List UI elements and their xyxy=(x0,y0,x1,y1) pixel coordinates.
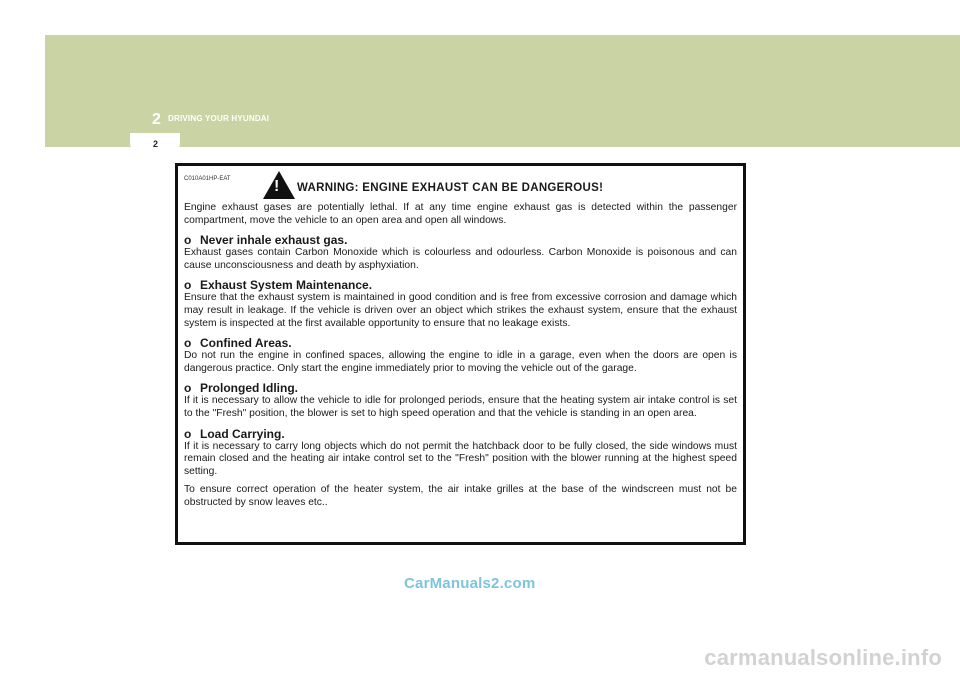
section-never-inhale xyxy=(184,233,737,272)
bullet-icon: o xyxy=(184,233,192,248)
page-number: 2 xyxy=(153,139,159,149)
bullet-icon: o xyxy=(184,381,192,396)
document-code: C010A01HP-EAT xyxy=(184,176,231,182)
section-heading: o Confined Areas. xyxy=(184,336,292,351)
section-body: Do not run the engine in confined spaces, allowing the engine to idle in a garage, even when the doors are open is dangerous practice. Only start the engine immediately prior to moving the vehicle out of the garage. xyxy=(184,350,737,374)
bullet-icon: o xyxy=(184,278,192,293)
section-exhaust-maintenance xyxy=(184,278,737,330)
chapter-title: DRIVING YOUR HYUNDAI xyxy=(168,114,270,123)
section-prolonged-idling xyxy=(184,381,737,420)
bullet-icon: o xyxy=(184,336,192,351)
section-confined-areas xyxy=(184,336,737,375)
warning-header xyxy=(184,172,737,202)
section-body: If it is necessary to carry long objects which do not permit the hatchback door to be fully closed, the side windows must remain closed and the heating air intake control set to the "Fresh" position with the blower running at the highest speed setting. xyxy=(184,440,737,477)
warning-closing: To ensure correct operation of the heater system, the air intake grilles at the base of the windscreen must not be obstructed by snow leaves etc.. xyxy=(184,484,737,508)
warning-title: WARNING: ENGINE EXHAUST CAN BE DANGEROUS! xyxy=(297,182,604,194)
section-body: Ensure that the exhaust system is maintained in good condition and is free from excessive corrosion and damage which may result in leakage. If the vehicle is driven over an object which strikes the exhaust system, ensure that the exhaust system is inspected at the first available opportunity to ensure that no leakage exists. xyxy=(184,292,737,329)
section-heading: o Never inhale exhaust gas. xyxy=(184,233,348,248)
section-body: Exhaust gases contain Carbon Monoxide which is colourless and odourless. Carbon Monoxide is poisonous and can cause unconsciousness and death by asphyxiation. xyxy=(184,247,737,271)
warning-intro: Engine exhaust gases are potentially lethal. If at any time engine exhaust gas is detected within the passenger compartment, move the vehicle to an open area and open all windows. xyxy=(184,202,737,226)
section-heading: o Prolonged Idling. xyxy=(184,381,298,396)
section-load-carrying xyxy=(184,427,737,479)
bullet-icon: o xyxy=(184,426,192,441)
section-heading: o Load Carrying. xyxy=(184,426,285,441)
section-heading: o Exhaust System Maintenance. xyxy=(184,278,373,293)
watermark-link[interactable]: CarManuals2.com xyxy=(404,575,536,592)
section-body: If it is necessary to allow the vehicle to idle for prolonged periods, ensure that the heating system air intake control is set to the "Fresh" position, the blower is set to high speed operation and that the vehicle is standing in an open area. xyxy=(184,395,737,419)
warning-triangle-icon: ! xyxy=(263,171,295,199)
footer-watermark: carmanualsonline.info xyxy=(704,645,942,670)
warning-box xyxy=(175,163,746,545)
chapter-number: 2 xyxy=(152,111,161,128)
